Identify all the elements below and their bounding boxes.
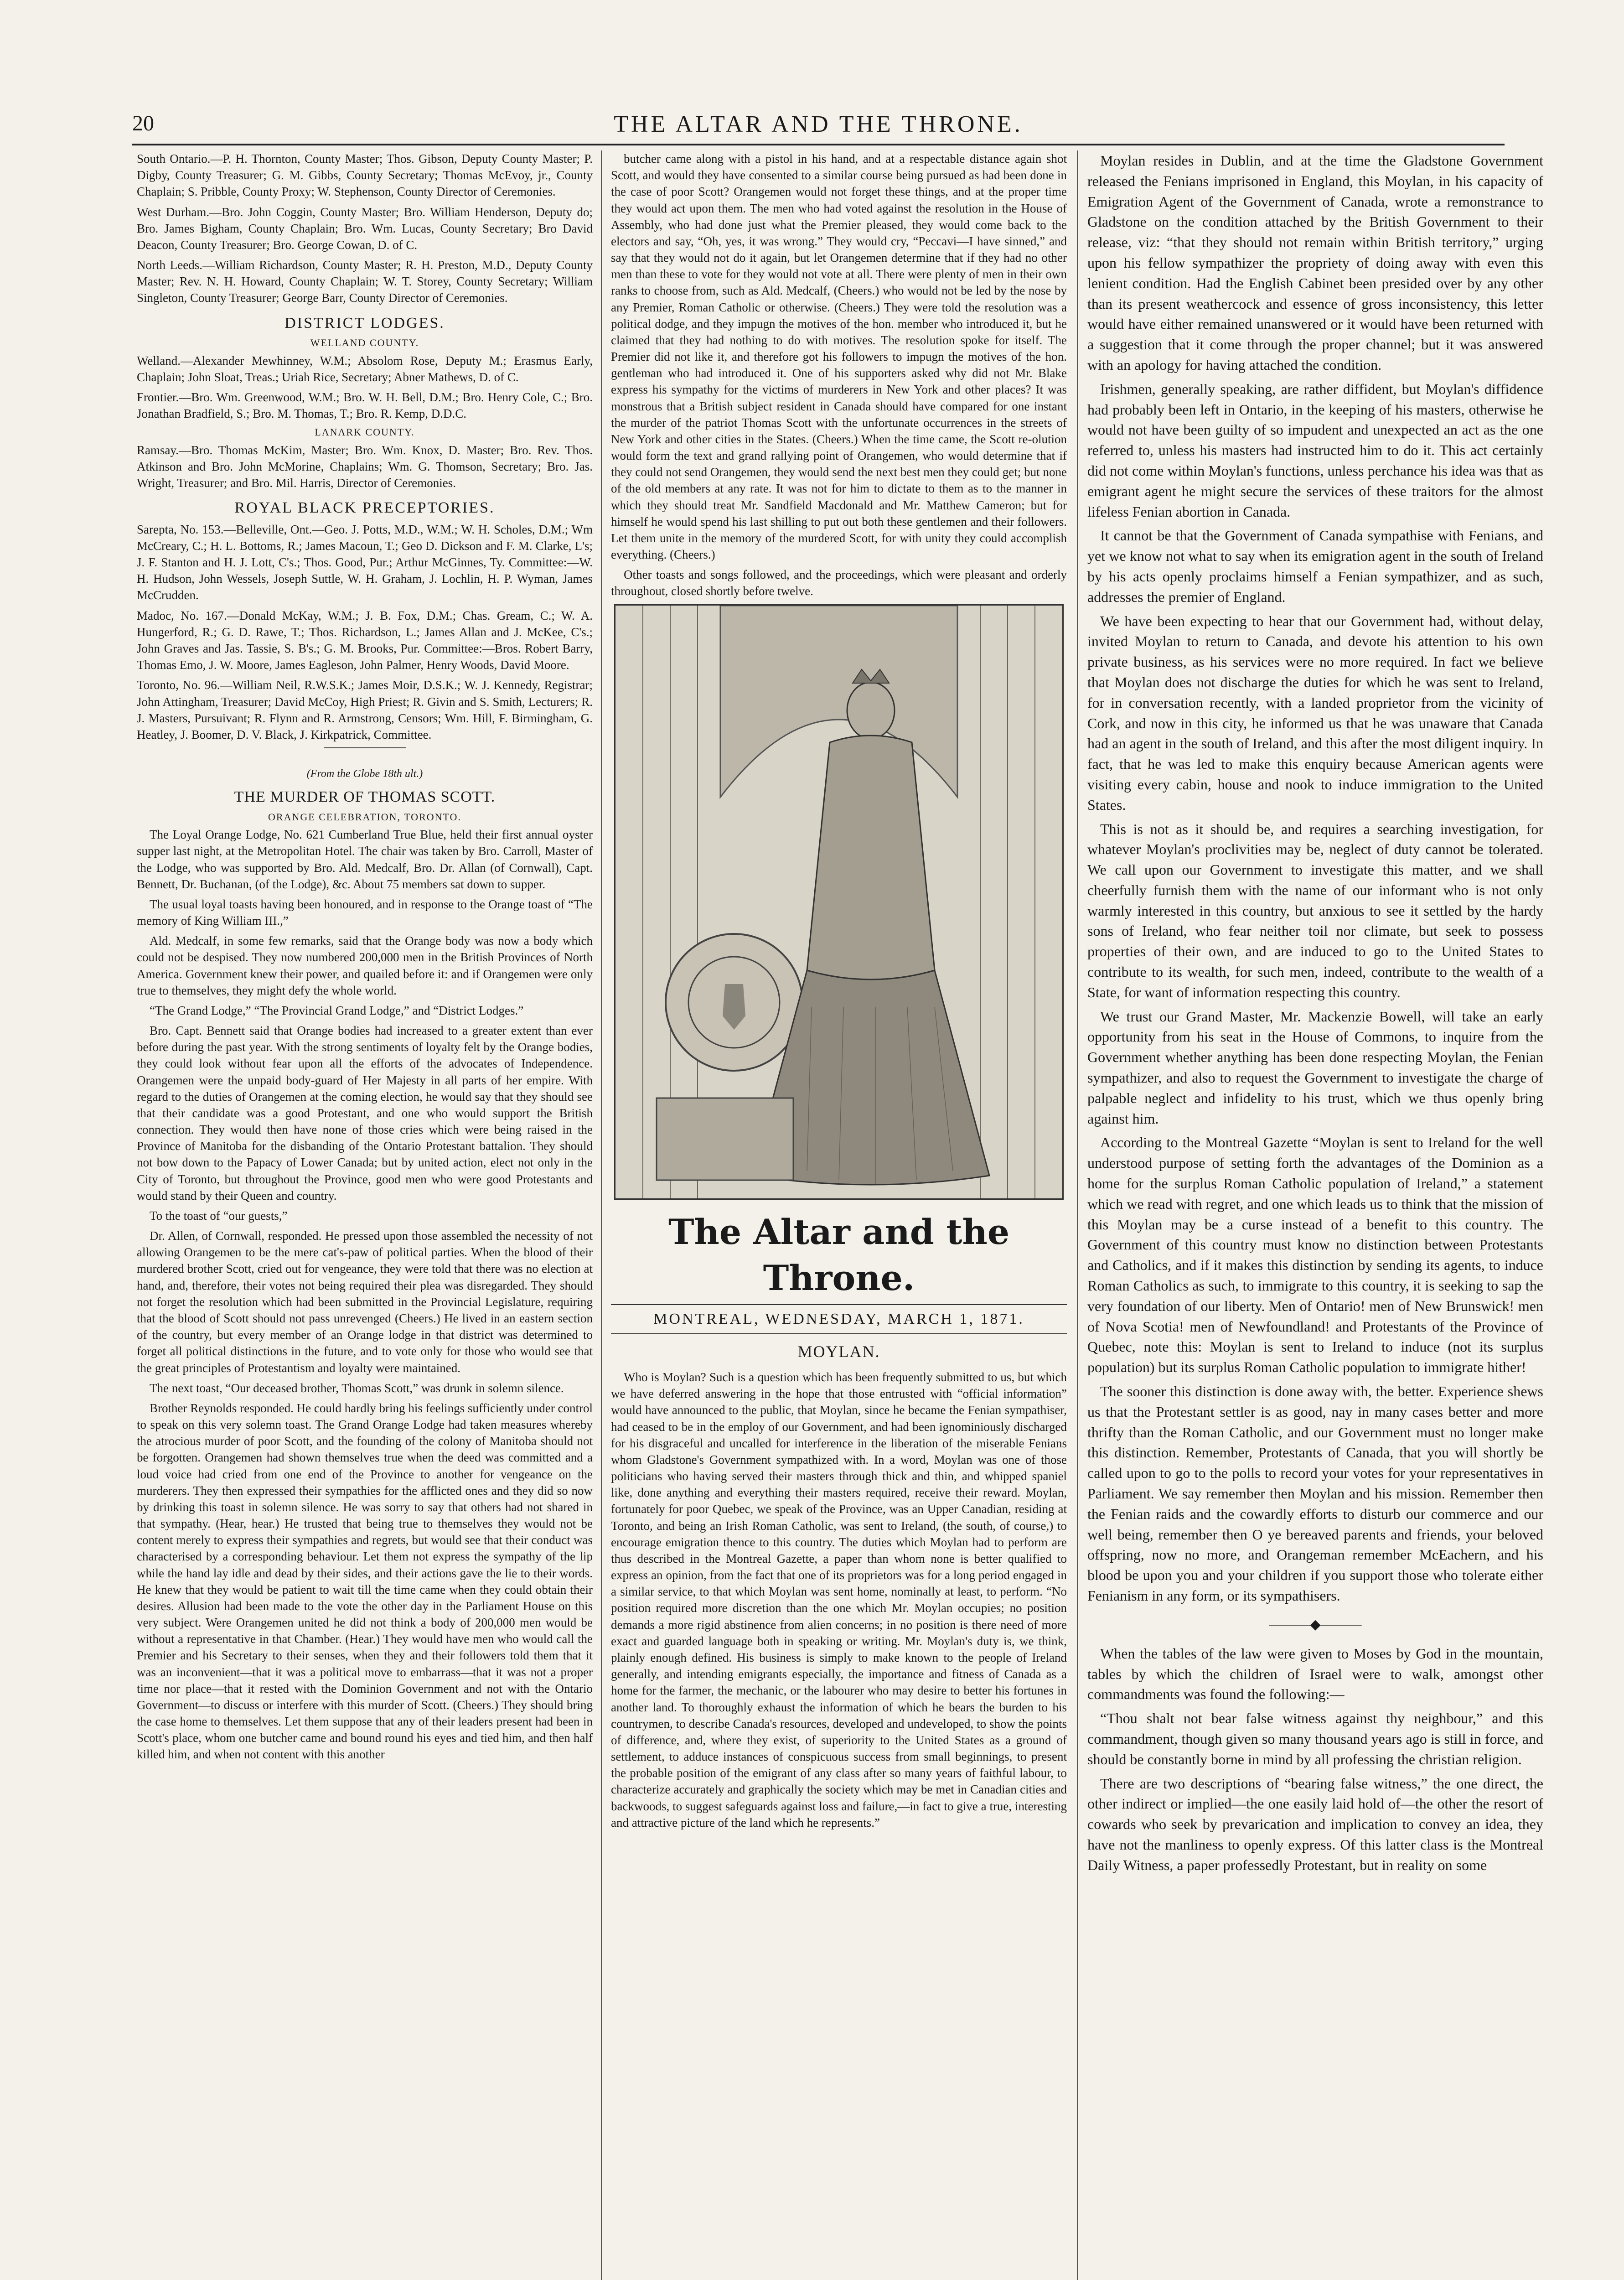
editorial-paragraph: Who is Moylan? Such is a question which has been frequently submitted to us, but which we have deferred answering in the hope that those entrusted with “official information” would have announced to the public, that Moylan, since he became the Fenian sympathiser, had ceased to be in the employ of our Government, and had been ignominiously discharged for his disgraceful and uncalled for interference in the liberation of the miserable Fenians whom Gladstone's Government sympathized with. In a word, Moylan was one of those politicians who having served their masters through thick and thin, and whipped spaniel like, done anything and everything their masters required, receive their reward. Moylan, fortunately for poor Quebec, we speak of the Province, was an Upper Canadian, residing at Toronto, and being an Irish Roman Catholic, was sent to Ireland, (the south, of course,) to encourage emigration thence to this country. The duties which Moylan had to perform are thus described in the Montreal Gazette, a paper than whom none is better qualified to express an opinion, from the fact that one of its proprietors was for a long period engaged in a similar service, to that which Moylan was sent home, nominally at least, to perform. “No position required more discretion than the one which Mr. Moylan occupies; no position demands a more rigid abstinence from alien concerns; in no position is there need of more exact and guarded language both in speaking or writing. Mr. Moylan's duty is, we think, plainly enough defined. His business is simply to make known to the people of Ireland generally, and intending emigrants especially, the importance and fitness of Canada as a home for the farmer, the mechanic, or the labourer who may desire to better his fortunes in another land. To thoroughly exhaust the information of which he bears the burden to his countrymen, to describe Canada's resources, developed and undeveloped, to show the points of difference, and, where they exist, of superiority to the United States as a ground of settlement, to adduce instances of conspicuous success from small beginnings, to present the probable position of the emigrant of any class after so many years of faithful labour, to characterize accurately and graphically the society which may be met in Canadian cities and backwoods, to suggest safeguards against loss and failure,—in fact to give a true, interesting and attractive picture of the land which he represents.” xyxy=(611,1370,1067,1829)
editorial-paragraph: It cannot be that the Government of Canada sympathise with Fenians, and yet we know not what to say when its emigration agent in the south of Ireland by his acts openly proclaims himself a Fenian sympathizer, and as such, addresses the premier of England. xyxy=(1087,527,1543,605)
section-heading: DISTRICT LODGES. xyxy=(284,314,445,332)
article-paragraph: The usual loyal toasts having been honoured, and in response to the Orange toast of “The memory of King William III.,” xyxy=(137,897,593,928)
county-heading: LANARK COUNTY. xyxy=(315,426,415,438)
lodge-entry: North Leeds.—William Richardson, County Master; R. H. Preston, M.D., Deputy County Master; Rev. N. H. Howard, County Chaplain; W. T. Storey, County Secretary; William Singleton, County Treasurer; George Barr, County Director of Ceremonies. xyxy=(137,258,593,305)
article-paragraph: The Loyal Orange Lodge, No. 621 Cumberland True Blue, held their first annual oyster supper last night, at the Metropolitan Hotel. The chair was taken by Bro. Carroll, Master of the Lodge, who was supported by Bro. Ald. Medcalf, Bro. Dr. Allan (of Cornwall), Capt. Bennett, Dr. Buchanan, (of the Lodge), &c. About 75 members sat down to supper. xyxy=(137,828,593,891)
running-title: THE ALTAR AND THE THRONE. xyxy=(614,111,1023,137)
article-paragraph: When the tables of the law were given to Moses by God in the mountain, tables by which the children of Israel were to walk, amongst other commandments was found the following:— xyxy=(1087,1645,1543,1703)
editorial-paragraph: We trust our Grand Master, Mr. Mackenzie Bowell, will take an early opportunity from his seat in the House of Commons, to inquire from the Government whether anything has been done respecting Moylan, the Fenian sympathizer, and also to request the Government to investigate the charge of palpable neglect and infidelity to his trust, which we thus openly bring against him. xyxy=(1087,1008,1543,1127)
page-header xyxy=(132,107,1505,145)
page-number: 20 xyxy=(132,111,154,135)
article-paragraph: Ald. Medcalf, in some few remarks, said that the Orange body was now a body which could not be despised. They now numbered 200,000 men in the British Provinces of North America. Government knew their power, and quailed before it: and if Orangemen were only true to themselves, they might defy the whole world. xyxy=(137,934,593,997)
editorial-paragraph: According to the Montreal Gazette “Moylan is sent to Ireland for the well understood purpose of setting forth the advantages of the Dominion as a home for the surplus Roman Catholic population of Ireland,” a statement which we read with regret, and one which leads us to think that the mission of this Moylan may be a curse instead of a benefit to this country. The Government of this country must know no distinction between Protestants and Catholics, and if it makes this distinction by sending its agents, to induce Roman Catholics as such, to immigrate to this country, it is seeking to sap the very foundation of our liberty. Men of Ontario! men of New Brunswick! men of Nova Scotia! men of Newfoundland! and Protestants of the Province of Quebec, note this: Moylan is sent to Ireland to induce (not its surplus population) but its surplus Roman Catholic population to immigrate hither! xyxy=(1087,1134,1543,1376)
ornament-divider: ———◆——— xyxy=(1269,1617,1362,1632)
article-paragraph: “Thou shalt not bear false witness against thy neighbour,” and this commandment, though given so many thousand years ago is still in force, and should be constantly borne in mind by all professing the christian religion. xyxy=(1087,1710,1543,1767)
masthead: The Altar and the Throne. xyxy=(668,1211,1010,1299)
lodge-entry: West Durham.—Bro. John Coggin, County Master; Bro. William Henderson, Deputy do; Bro. James Bigham, County Chaplain; Bro. Wm. Lucas, County Secretary; Bro David Deacon, County Treasurer; Bro. George Cowan, D. of C. xyxy=(137,205,593,252)
column-rule xyxy=(601,150,602,2280)
preceptory-entry: Sarepta, No. 153.—Belleville, Ont.—Geo. J. Potts, M.D., W.M.; W. H. Scholes, D.M.; Wm McCreary, C.; H. L. Bottoms, R.; James Macoun, T.; Geo D. Dickson and F. M. Clarke, L's; J. F. Stanton and H. J. Lott, C's.; Thos. Good, Pur.; Arthur McGinnes, Ty. Committee:—W. H. Hudson, John Wessels, Joseph Suttle, W. H. Graham, J. Lochlin, H. P. Wyman, James McCrudden. xyxy=(137,522,593,602)
editorial-paragraph: The sooner this distinction is done away with, the better. Experience shews us that the Protestant settler is as good, nay in many cases better and more thrifty than the Roman Catholic, and our Government must no longer make this distinction. Remember, Protestants of Canada, that you will shortly be called upon to go to the polls to record your votes for your representatives in Parliament. We say remember then Moylan and his mission. Remember then the Fenian raids and the cowardly efforts to disturb our commerce and our well being, remember then O ye bereaved parents and friends, your beloved offspring, now no more, and Orangeman remember McEachern, and his blood be upon you and your children if you support those who tolerate either Fenianism in any form, or its sympathisers. xyxy=(1087,1383,1543,1604)
article-paragraph: There are two descriptions of “bearing false witness,” the one direct, the other indirect or implied—the one easily laid hold of—the other the resort of cowards who seek by prevarication and implication to convey an idea, they have not the manliness to openly express. Of this latter class is the Montreal Daily Witness, a paper professedly Protestant, but in reality on some xyxy=(1087,1775,1543,1873)
lodge-entry: Frontier.—Bro. Wm. Greenwood, W.M.; Bro. W. H. Bell, D.M.; Bro. Henry Cole, C.; Bro. Jonathan Bradfield, S.; Bro. M. Thomas, T.; Bro. R. Kemp, D.D.C. xyxy=(137,390,593,421)
article-paragraph: Bro. Capt. Bennett said that Orange bodies had increased to a greater extent than ever before during the past year. With the strong sentiments of loyalty felt by the Orange bodies, they could look without fear upon all the efforts of the advocates of Independence. Orangemen were the unpaid body-guard of Her Majesty in all parts of her empire. With regard to the duties of Orangemen at the coming election, he would say that they should see that their candidate was a good Protestant, and one who would support the British connection. They would then have none of those cries which were being raised in the Province of Manitoba for the disbanding of the Ontario Protestant battalion. They should not bow down to the Papacy of Lower Canada; but by united action, elect not only in the City of Toronto, but throughout the Province, good men who were good Protestants and would stand by their Queen and country. xyxy=(137,1024,593,1202)
article-paragraph: To the toast of “our guests,” xyxy=(150,1208,288,1223)
editorial-paragraph: Irishmen, generally speaking, are rather diffident, but Moylan's diffidence had probably been left in Ontario, in the keeping of his masters, otherwise he would not have been guilty of so impudent and unexpected an act as the one referred to, unless his masters had instructed him to do it. This act certainly did not come within Moylan's functions, unless perchance his idea was that as emigrant agent he might secure the services of these traitors for the almost lifeless Fenian abortion in Canada. xyxy=(1087,380,1543,520)
article-title: THE MURDER OF THOMAS SCOTT. xyxy=(234,788,496,806)
article-paragraph: Brother Reynolds responded. He could hardly bring his feelings sufficiently under control to speak on this very solemn toast. The Grand Orange Lodge had taken measures whereby the atrocious murder of poor Scott, and the founding of the colony of Manitoba should not be forgotten. Orangemen had shown themselves true when the deed was committed and a loud voice had cried from one end of the Province to another for vengeance on the murderers. They then expressed their sympathies for the afflicted ones and they did so now by drinking this toast in solemn silence. He was sorry to say that others had not shared in that sympathy. (Hear, hear.) He trusted that being true to themselves they would not be content merely to express their sympathies and regrets, but would see that their conduct was characterised by a corresponding behaviour. Let them not express the sympathy of the lip while the hand lay idle and dead by their sides, and their actions gave the lie to their words. He knew that they would be patient to wait till the time came when they could obtain their desires. Allusion had been made to the vote the other day in the Parliament House on this very subject. Were Orangemen united he did not think a body of 200,000 men would be without a representative in that Chamber. (Hear.) They would have men who would call the Premier and his Secretary to their senses, when they and their followers told them that it was an inconvenient—that it was a political move to embarrass—that it was not a proper time nor place—that it rested with the Dominion Government and not with the Ontario Government—to discuss or interfere with this murder of Scott. (Cheers.) They should bring the case home to themselves. Let them suppose that any of their leaders present had been in Scott's place, whom one butcher came and bound round his eyes and tied him, and then half killed him, and when not content with this another xyxy=(137,1401,593,1762)
engraving-image xyxy=(615,606,1062,1198)
queen-engraving-illustration xyxy=(614,604,1064,1200)
editorial-paragraph: We have been expecting to hear that our Government had, without delay, invited Moylan to return to Canada, and devote his attention to his own private business, as his services were no more required. In fact we believe that Moylan does not discharge the duties for which he was sent to Ireland, for in conversation recently, with a landed proprietor from the vicinity of Cork, and now in this city, he informed us that he was unaware that Canada had an agent in the south of Ireland, and this after the most diligent inquiry. In fact, that he was led to make this enquiry because American agents were visiting every cabin, house and nook to induce immigration to the United States. xyxy=(1087,612,1543,813)
county-heading: WELLAND COUNTY. xyxy=(310,337,419,349)
editorial-paragraph: This is not as it should be, and requires a searching investigation, for whatever Moylan's proclivities may be, neglect of duty cannot be tolerated. We call upon our Government to investigate this matter, and we shall cheerfully furnish them with the name of our informant who is not only warmly interested in this country, but anxious to see it settled by the hardy sons of Ireland, who fear neither toil nor climate, but seek to possess properties of their own, and are induced to go to the United States to contribute to its wealth, for such men, indeed, contribute to the wealth of a State, for want of information respecting this country. xyxy=(1087,820,1543,1000)
article-paragraph: butcher came along with a pistol in his hand, and at a respectable distance again shot Scott, and would they have consented to a similar course being pursued as had been done in the case of poor Scott? Orangemen would not forget these things, and at the proper time they would act upon them. The men who had voted against the resolution in the House of Assembly, who had done just what the Premier pleased, they would come back to the electors and say, “Oh, yes, it was wrong.” They would cry, “Peccavi—I have sinned,” and say that they would not do it again, but let Orangemen determine that if they had no other men than these to vote for they would not vote at all. There were plenty of men in their own ranks to choose from, such as Ald. Medcalf, (Cheers.) who would not be led by the nose by any Premier, Roman Catholic or otherwise. (Cheers.) They were told the resolution was a political dodge, and they impugn the motives of the hon. member who introduced it, but he claimed that they had nothing to do with motives. The resolution spoke for itself. The Premier did not like it, and therefore got his followers to impugn the motives of the hon. gentleman who had introduced it. One of his supporters asked why did not Mr. Blake express his sympathy for the victims of murderers in New York and other places? It was monstrous that a British subject resident in Canada should have compared for one instant the murder of the patriot Thomas Scott with the unfortunate occurrences in the streets of New York and other cities in the States. (Cheers.) When the time came, the Scott re-olution would form the text and grand rallying point of Orangemen, who would determine that if they could not send Orangemen, they would send the next best men they could get; but none of the old members at any rate. It was not for him to dictate to them as to the manner in which they should treat Mr. Sandfield Macdonald and Mr. Matthew Cameron; but for himself he would spend his last shilling to put out both these gentlemen and their followers. Let them unite in the memory of the murdered Scott, for with unity they could accomplish everything. (Cheers.) xyxy=(611,152,1067,562)
article-paragraph: Dr. Allen, of Cornwall, responded. He pressed upon those assembled the necessity of not allowing Orangemen to be the mere cat's-paw of political parties. When the blood of their murdered brother Scott, cried out for vengeance, they were told that there was no election at hand, and, therefore, their votes not being required their plea was disregarded. They should not forget the resolution which had been submitted in the Provincial Legislature, requiring that the blood of Scott should not pass unrevenged (Cheers.) He lived in an eastern section of the country, but every member of an Orange lodge in that district was determined to forget all political distinctions in the future, and to vote only for those who would see that the great principles of Protestantism and loyalty were maintained. xyxy=(137,1229,593,1375)
lodge-entry: Welland.—Alexander Mewhinney, W.M.; Absolom Rose, Deputy M.; Erasmus Early, Chaplain; John Sloat, Treas.; Uriah Rice, Secretary; Abner Mathews, D. of C. xyxy=(137,353,593,384)
preceptory-entry: Madoc, No. 167.—Donald McKay, W.M.; J. B. Fox, D.M.; Chas. Gream, C.; W. A. Hungerford, R.; G. D. Rawe, T.; Thos. Richardson, L.; James Allan and J. McKee, C's.; John Graves and Jas. Tassie, S. B's.; G. M. Brooks, Pur. Committee:—Bros. Robert Barry, Thomas Emo, J. W. Moore, James Eagleson, John Palmer, Henry Woods, David Moore. xyxy=(137,608,593,672)
preceptory-entry: Toronto, No. 96.—William Neil, R.W.S.K.; James Moir, D.S.K.; W. J. Kennedy, Registrar; John Attingham, Treasurer; David McCoy, High Priest; R. Givin and S. Smith, Lecturers; R. J. Masters, Pursuivant; R. Flynn and R. Armstrong, Censors; Wm. Hill, F. Birmingham, G. Heatley, J. Boomer, D. V. Black, J. Kirkpatrick, Committee. xyxy=(137,678,593,741)
lodge-entry: Ramsay.—Bro. Thomas McKim, Master; Bro. Wm. Knox, D. Master; Bro. Rev. Thos. Atkinson and Bro. John McMorine, Chaplains; Wm. G. Thomson, Secretary; Bro. Jas. Wright, Treasurer; and Bro. Mil. Harris, Director of Ceremonies. xyxy=(137,443,593,490)
column-rule xyxy=(1077,150,1078,2280)
section-heading: ROYAL BLACK PRECEPTORIES. xyxy=(234,499,495,517)
divider xyxy=(324,747,406,748)
lodge-entry: South Ontario.—P. H. Thornton, County Master; Thos. Gibson, Deputy County Master; P. Digby, County Treasurer; G. M. Gibbs, County Secretary; Thomas McEvoy, jr., County Chaplain; S. Pribble, County Proxy; W. Stephenson, County Director of Ceremonies. xyxy=(137,152,593,199)
article-source: (From the Globe 18th ult.) xyxy=(306,768,423,780)
editorial-title: MOYLAN. xyxy=(797,1342,880,1361)
column-1 xyxy=(137,150,593,2280)
column-2 xyxy=(611,150,1067,2280)
column-3 xyxy=(1087,150,1543,2280)
dateline: MONTREAL, WEDNESDAY, MARCH 1, 1871. xyxy=(611,1304,1067,1334)
article-paragraph: The next toast, “Our deceased brother, Thomas Scott,” was drunk in solemn silence. xyxy=(150,1381,564,1395)
article-subtitle: ORANGE CELEBRATION, TORONTO. xyxy=(268,811,461,823)
editorial-paragraph: Moylan resides in Dublin, and at the time the Gladstone Government released the Fenians imprisoned in England, this Moylan, in his capacity of Emigration Agent of the Government of Canada, wrote a remonstrance to Gladstone on the condition attached by the British Government to their release, viz: “that they should not remain within British territory,” urging upon his fellow sympathizer the propriety of doing away with even this lenient condition. Had the English Cabinet been presided over by any other than its present weathercock and essence of gross inconsistency, this letter would have either remained unanswered or it would have been returned with a suggestion that it come through the proper channel; but it was answered with an apology for having attached the condition. xyxy=(1087,152,1543,373)
article-paragraph: Other toasts and songs followed, and the proceedings, which were pleasant and orderly throughout, closed shortly before twelve. xyxy=(611,568,1067,598)
article-paragraph: “The Grand Lodge,” “The Provincial Grand Lodge,” and “District Lodges.” xyxy=(150,1003,524,1017)
